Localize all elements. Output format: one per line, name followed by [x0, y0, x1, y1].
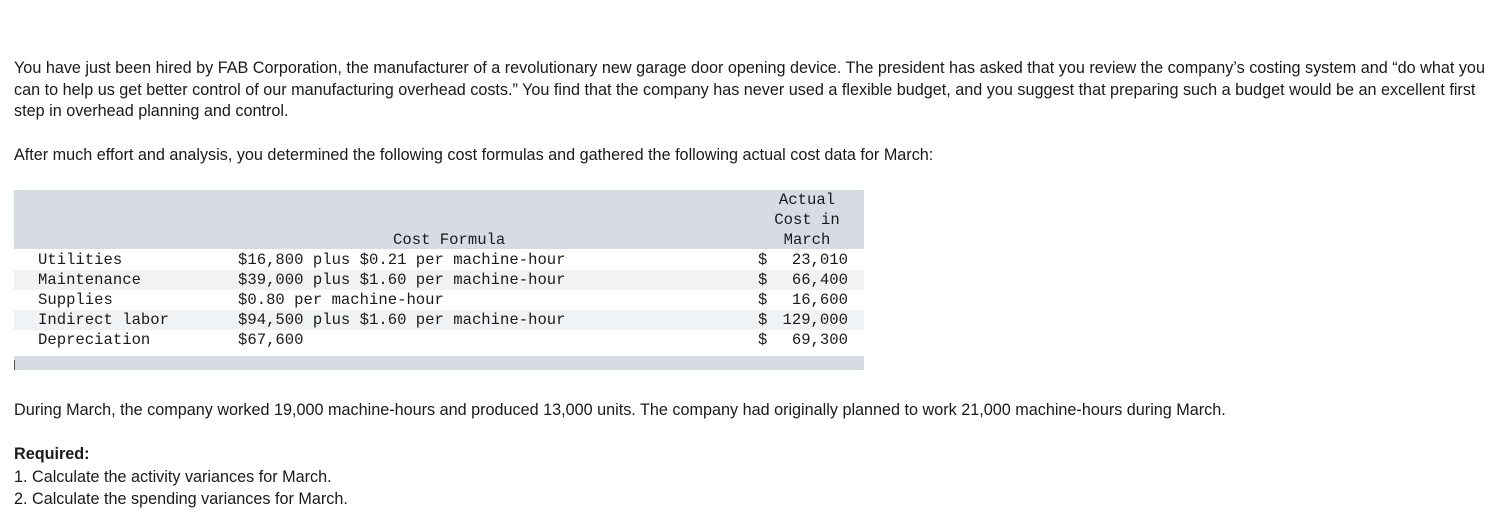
table-header	[14, 190, 864, 249]
table-row	[14, 270, 864, 290]
row-name: Utilities	[38, 251, 123, 269]
row-currency: $	[758, 271, 768, 289]
required-list	[14, 466, 348, 510]
row-currency: $	[758, 331, 768, 349]
row-name: Indirect labor	[38, 311, 170, 329]
row-currency: $	[758, 251, 768, 269]
row-amount: 23,010	[791, 251, 848, 269]
row-formula: $16,800 plus $0.21 per machine-hour	[238, 251, 566, 269]
table-row	[14, 330, 864, 350]
header-actual-line-2: Cost in	[774, 211, 840, 229]
row-amount: 69,300	[791, 331, 848, 349]
row-amount: 16,600	[791, 291, 848, 309]
table-row	[14, 250, 864, 270]
row-currency: $	[758, 291, 768, 309]
required-item-2: 2. Calculate the spending variances for March.	[14, 490, 348, 508]
row-formula: $94,500 plus $1.60 per machine-hour	[238, 311, 566, 329]
row-name: Maintenance	[38, 271, 141, 289]
row-amount: 129,000	[782, 311, 848, 329]
table-footer-bar	[14, 356, 864, 370]
header-actual-line-3: March	[783, 231, 831, 249]
header-actual-line-1: Actual	[778, 191, 836, 209]
row-formula: $0.80 per machine-hour	[238, 291, 444, 309]
table-footer-tick	[14, 360, 15, 370]
march-activity-paragraph: During March, the company worked 19,000 machine-hours and produced 13,000 units. The company had originally planned to work 21,000 machine-hours during March.	[14, 401, 1226, 419]
row-name: Supplies	[38, 291, 113, 309]
table-row	[14, 310, 864, 330]
row-formula: $39,000 plus $1.60 per machine-hour	[238, 271, 566, 289]
intro-paragraph-1: You have just been hired by FAB Corporation, the manufacturer of a revolutionary new garage door opening device. The president has asked that you review the company’s costing system and “do what you can to help us get better control of our manufacturing overhead costs.” You find that the company has never used a flexible budget, and you suggest that preparing such a budget would be an excellent first step in overhead planning and control.	[14, 59, 1485, 121]
row-formula: $67,600	[238, 331, 304, 349]
header-cost-formula: Cost Formula	[393, 231, 506, 249]
cost-table	[14, 190, 864, 370]
required-heading: Required:	[14, 445, 90, 463]
row-currency: $	[758, 311, 768, 329]
table-row	[14, 290, 864, 310]
header-actual-cost	[762, 190, 852, 250]
intro-paragraph-2: After much effort and analysis, you determined the following cost formulas and gathered the following actual cost data for March:	[14, 146, 934, 164]
required-item-1: 1. Calculate the activity variances for March.	[14, 468, 332, 486]
row-name: Depreciation	[38, 331, 151, 349]
row-amount: 66,400	[791, 271, 848, 289]
